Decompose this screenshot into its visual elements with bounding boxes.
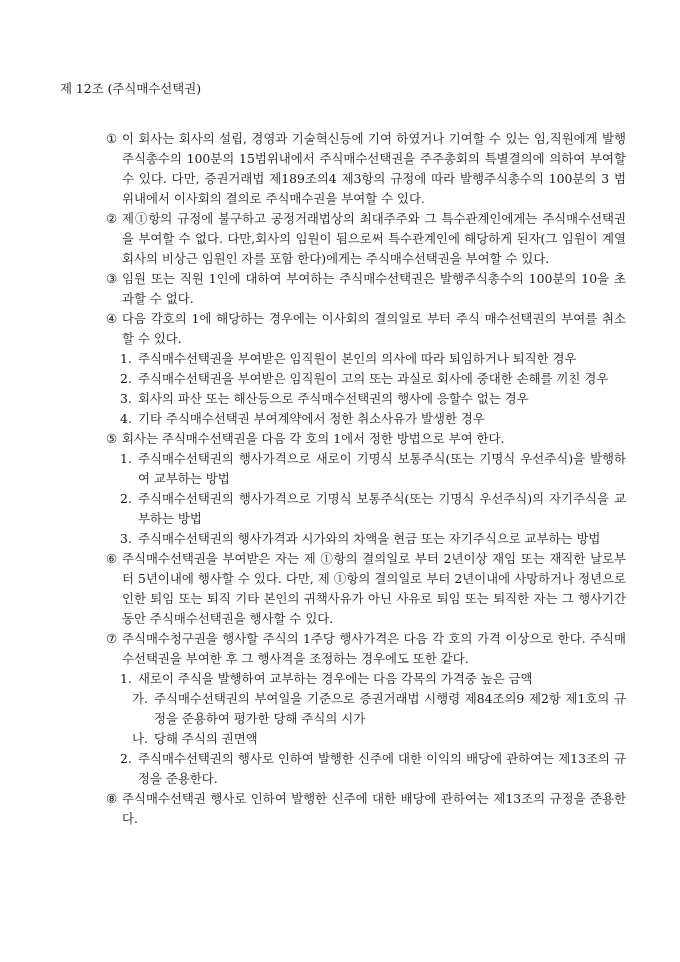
clause-6 bbox=[106, 549, 626, 629]
clause-text: 다음 각호의 1에 해당하는 경우에는 이사회의 결의일로 부터 주식 매수선택권의 부여를 취소 할 수 있다. bbox=[122, 311, 626, 346]
sub-text: 당해 주식의 권면액 bbox=[154, 731, 258, 746]
clause-text: 주식매수선택권을 부여받은 자는 제 ①항의 결의일로 부터 2년이상 재임 또는 재직한 날로부터 5년이내에 행사할 수 있다. 다만, 제 ①항의 결의일로 부터 2년이내에 사망하거나 정년으로 인한 퇴임 또는 퇴직 기타 본인의 귀책사유가 아닌 사유로 퇴임 또는 퇴직한 자는 그 행사기간동안 주식매수선택권을 행사할 수 있다. bbox=[122, 551, 626, 626]
clause-7-item-1-sub-1 bbox=[106, 689, 626, 729]
clause-marker: ⑦ bbox=[106, 631, 118, 646]
clause-marker: ① bbox=[106, 131, 118, 146]
clause-2 bbox=[106, 209, 626, 269]
clause-text: 이 회사는 회사의 설립, 경영과 기술혁신등에 기여 하였거나 기여할 수 있는 임,직원에게 발행주식총수의 100분의 15범위내에서 주식매수선택권을 주주총회의 특별결의에 의하여 부여할 수 있다. 다만, 증권거래법 제189조의4 제3항의 규정에 따라 발행주식총수의 100분의 3 범위내에서 이사회의 결의로 주식매수권을 부여할 수 있다. bbox=[122, 131, 626, 206]
item-text: 주식매수선택권의 행사로 인하여 발행한 신주에 대한 이익의 배당에 관하여는 제13조의 규정을 준용한다. bbox=[138, 751, 626, 786]
item-marker: 1. bbox=[120, 351, 132, 366]
clause-5 bbox=[106, 429, 626, 449]
clause-4-item-2 bbox=[106, 369, 626, 389]
clause-5-item-2 bbox=[106, 489, 626, 529]
clause-5-item-3 bbox=[106, 529, 626, 549]
article-title: 제 12조 (주식매수선택권) bbox=[60, 81, 202, 96]
clause-marker: ④ bbox=[106, 311, 118, 326]
clause-5-item-1 bbox=[106, 449, 626, 489]
clause-marker: ③ bbox=[106, 271, 118, 286]
clause-4-item-4 bbox=[106, 409, 626, 429]
sub-text: 주식매수선택권의 부여일을 기준으로 증권거래법 시행령 제84조의9 제2항 제1호의 규정을 준용하여 평가한 당해 주식의 시가 bbox=[154, 691, 626, 726]
item-text: 주식매수선택권의 행사가격으로 기명식 보통주식(또는 기명식 우선주식)의 자기주식을 교부하는 방법 bbox=[138, 491, 626, 526]
clause-list bbox=[106, 129, 626, 829]
clause-marker: ⑤ bbox=[106, 431, 118, 446]
clause-4 bbox=[106, 309, 626, 349]
clause-7-item-2 bbox=[106, 749, 626, 789]
item-text: 새로이 주식을 발행하여 교부하는 경우에는 다음 각목의 가격중 높은 금액 bbox=[138, 671, 533, 686]
clause-7-item-1 bbox=[106, 669, 626, 689]
item-text: 주식매수선택권을 부여받은 임직원이 본인의 의사에 따라 퇴임하거나 퇴직한 경우 bbox=[138, 351, 577, 366]
item-marker: 1. bbox=[120, 451, 132, 466]
sub-marker: 나. bbox=[132, 731, 148, 746]
item-marker: 2. bbox=[120, 491, 132, 506]
item-marker: 4. bbox=[120, 411, 132, 426]
clause-marker: ⑧ bbox=[106, 791, 118, 806]
clause-text: 주식매수청구권을 행사할 주식의 1주당 행사가격은 다음 각 호의 가격 이상으로 한다. 주식매수선택권을 부여한 후 그 행사격을 조정하는 경우에도 또한 같다. bbox=[122, 631, 626, 666]
item-text: 주식매수선택권을 부여받은 임직원이 고의 또는 과실로 회사에 중대한 손해를 끼친 경우 bbox=[138, 371, 609, 386]
sub-marker: 가. bbox=[132, 691, 148, 706]
clause-text: 임원 또는 직원 1인에 대하여 부여하는 주식매수선택권은 발행주식총수의 100분의 10을 초과할 수 없다. bbox=[122, 271, 626, 306]
item-marker: 3. bbox=[120, 391, 132, 406]
item-text: 회사의 파산 또는 해산등으로 주식매수선택권의 행사에 응할수 없는 경우 bbox=[138, 391, 529, 406]
clause-7-item-1-sub-2 bbox=[106, 729, 626, 749]
clause-3 bbox=[106, 269, 626, 309]
clause-marker: ⑥ bbox=[106, 551, 118, 566]
item-marker: 3. bbox=[120, 531, 132, 546]
clause-text: 주식매수선택권 행사로 인하여 발행한 신주에 대한 배당에 관하여는 제13조의 규정을 준용한다. bbox=[122, 791, 626, 826]
clause-7 bbox=[106, 629, 626, 669]
item-text: 주식매수선택권의 행사가격과 시가와의 차액을 현금 또는 자기주식으로 교부하는 방법 bbox=[138, 531, 601, 546]
clause-8 bbox=[106, 789, 626, 829]
item-marker: 1. bbox=[120, 671, 132, 686]
clause-4-item-1 bbox=[106, 349, 626, 369]
clause-text: 회사는 주식매수선택권을 다음 각 호의 1에서 정한 방법으로 부여 한다. bbox=[122, 431, 505, 446]
item-text: 주식매수선택권의 행사가격으로 새로이 기명식 보통주식(또는 기명식 우선주식)을 발행하여 교부하는 방법 bbox=[138, 451, 626, 486]
clause-text: 제①항의 규정에 불구하고 공정거래법상의 최대주주와 그 특수관계인에게는 주식매수선택권을 부여할 수 없다. 다만,회사의 임원이 됨으로써 특수관계인에 해당하게 된자(그 임원이 계열회사의 비상근 임원인 자를 포함 한다)에게는 주식매수선택권을 부여할 수 있다. bbox=[122, 211, 626, 266]
clause-marker: ② bbox=[106, 211, 118, 226]
clause-4-item-3 bbox=[106, 389, 626, 409]
clause-1 bbox=[106, 129, 626, 209]
item-marker: 2. bbox=[120, 371, 132, 386]
item-text: 기타 주식매수선택권 부여계약에서 정한 취소사유가 발생한 경우 bbox=[138, 411, 485, 426]
item-marker: 2. bbox=[120, 751, 132, 766]
